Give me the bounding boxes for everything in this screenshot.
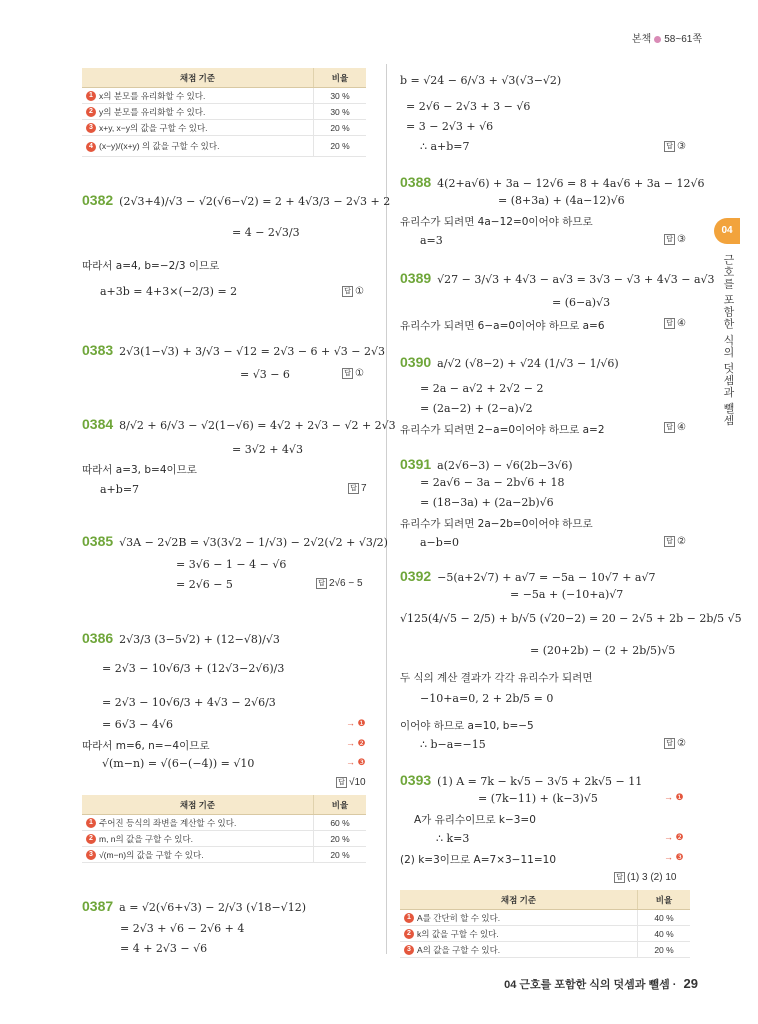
problem-0393-line2: = (7k−11) + (k−3)√5 [478,792,598,805]
answer-icon: 답 [664,141,675,152]
answer-icon: 답 [664,318,675,329]
table-row [82,88,366,104]
expr: (1) A = 7k − k√5 − 3√5 + 2k√5 − 11 [437,775,643,788]
expr: a = √2(√6+√3) − 2/√3 (√18−√12) [119,901,306,914]
problem-0388-line2: = (8+3a) + (4a−12)√6 [498,194,625,207]
expr: √27 − 3/√3 + 4√3 − a√3 = 3√3 − √3 + 4√3 − a√3 [437,273,715,286]
page-range-header [632,30,702,45]
chapter-tab[interactable]: 04 [714,218,740,244]
step-number-icon: 2 [86,107,96,117]
problem-number: 0388 [400,174,432,190]
problem-0392-line4: = (20+2b) − (2 + 2b/5)√5 [530,644,676,657]
problem-number: 0382 [82,192,114,208]
answer-icon: 답 [342,286,353,297]
answer-0385 [316,578,363,589]
problem-0389-line2: = (6−a)√3 [552,296,611,309]
table-row [82,847,366,863]
row-pct: 20 % [638,942,691,958]
answer-value: ③ [677,234,686,246]
problem-0384-line2: = 3√2 + 4√3 [232,443,303,456]
expr: a(2√6−3) − √6(2b−3√6) [437,459,573,472]
answer-value: ④ [677,318,686,330]
problem-0393-line4: ∴ k=3 [436,832,470,845]
table-row [82,831,366,847]
expr: 4(2+a√6) + 3a − 12√6 = 8 + 4a√6 + 3a − 12√6 [437,177,705,190]
problem-0382-line2: = 4 − 2√3/3 [232,226,300,239]
problem-0390-line4: 유리수가 되려면 2−a=0이어야 하므로 a=2 [400,424,605,436]
answer-0386 [336,777,366,788]
table-row [82,136,366,157]
answer-value: ① [355,368,364,380]
answer-icon: 답 [348,483,359,494]
grading-table-3 [400,890,690,958]
answer-value: ② [677,536,686,548]
row-pct: 20 % [314,847,367,863]
problem-0393-line1 [400,772,642,788]
problem-number: 0385 [82,533,114,549]
table-row [400,910,690,926]
row-text: A의 값을 구할 수 있다. [417,944,501,955]
problem-0385-line3: = 2√6 − 5 [176,578,233,591]
problem-0389-line1 [400,270,715,286]
step-number-icon: 3 [86,850,96,860]
problem-number: 0391 [400,456,432,472]
row-text: m, n의 값을 구할 수 있다. [99,833,194,844]
grading-table-2 [82,795,366,863]
problem-0390-line2: = 2a − a√2 + 2√2 − 2 [420,382,544,395]
row-text: x+y, x−y의 값을 구할 수 있다. [99,122,208,133]
expr: −5(a+2√7) + a√7 = −5a − 10√7 + a√7 [437,571,656,584]
problem-0383-line1 [82,342,385,358]
row-pct: 40 % [638,910,691,926]
answer-0392 [664,738,686,749]
answer-icon: 답 [664,738,675,749]
row-pct: 20 % [314,120,367,136]
problem-0386-line3: = 2√3 − 10√6/3 + 4√3 − 2√6/3 [102,696,276,709]
answer-icon: 답 [316,578,327,589]
page-number: 29 [683,976,698,991]
answer-icon: 답 [664,234,675,245]
answer-icon: 답 [614,872,625,883]
answer-value: 2√6 − 5 [329,578,363,590]
problem-0388-line1 [400,174,704,190]
problem-0385-line2: = 3√6 − 1 − 4 − √6 [176,558,287,571]
cont-line3: = 3 − 2√3 + √6 [406,120,494,133]
answer-0384 [348,483,367,494]
problem-0393-line5: (2) k=3이므로 A=7×3−11=10 [400,854,556,866]
problem-number: 0392 [400,568,432,584]
step-marker-3: → ❸ [664,852,684,862]
step-marker-2: → ❷ [346,738,366,748]
problem-0392-line1 [400,568,656,584]
step-marker-3: → ❸ [346,757,366,767]
step-number-icon: 1 [86,818,96,828]
problem-0384-line3: 따라서 a=3, b=4이므로 [82,464,197,476]
row-text: (x−y)/(x+y) 의 값을 구할 수 있다. [99,141,220,151]
answer-value: ① [355,286,364,298]
cont-line4: ∴ a+b=7 [420,140,470,153]
problem-number: 0389 [400,270,432,286]
cont-line2: = 2√6 − 2√3 + 3 − √6 [406,100,531,113]
step-number-icon: 1 [404,913,414,923]
header-pages: 58~61쪽 [664,34,702,45]
answer-icon: 답 [342,368,353,379]
problem-number: 0384 [82,416,114,432]
page-footer: 04 근호를 포함한 식의 덧셈과 뺄셈 · 29 [504,976,698,991]
answer-value: ③ [677,141,686,153]
row-text: 주어진 등식의 좌변을 계산할 수 있다. [99,817,237,828]
problem-0386-line4: = 6√3 − 4√6 [102,718,173,731]
answer-value: 7 [361,483,367,495]
answer-value: ④ [677,422,686,434]
problem-number: 0393 [400,772,432,788]
step-marker-1: → ❶ [346,718,366,728]
answer-icon: 답 [336,777,347,788]
problem-number: 0390 [400,354,432,370]
answer-icon: 답 [664,422,675,433]
problem-0382-line1 [82,192,390,208]
step-marker-1: → ❶ [664,792,684,802]
problem-0388-line3: 유리수가 되려면 4a−12=0이어야 하므로 [400,216,593,228]
problem-0389-line3: 유리수가 되려면 6−a=0이어야 하므로 a=6 [400,320,605,332]
problem-0382-line3: 따라서 a=4, b=−2/3 이므로 [82,260,220,272]
row-pct: 40 % [638,926,691,942]
step-number-icon: 2 [404,929,414,939]
row-text: k의 값을 구할 수 있다. [417,928,499,939]
answer-0383 [342,368,364,379]
problem-0390-line3: = (2a−2) + (2−a)√2 [420,402,533,415]
problem-0387-line2: = 2√3 + √6 − 2√6 + 4 [120,922,245,935]
row-text: y의 분모를 유리화할 수 있다. [99,106,206,117]
problem-0386-line6: √(m−n) = √(6−(−4)) = √10 [102,757,255,770]
problem-0391-line5: a−b=0 [420,536,460,549]
step-number-icon: 3 [86,123,96,133]
table-row [400,942,690,958]
answer-0388 [664,234,686,245]
problem-0392-line7: 이어야 하므로 a=10, b=−5 [400,720,534,732]
chapter-side-title: 근호를 포함한 식의 덧셈과 뺄셈 [722,254,734,427]
step-marker-2: → ❷ [664,832,684,842]
row-text: x의 분모를 유리화할 수 있다. [99,90,206,101]
problem-0390-line1 [400,354,619,370]
problem-0392-line8: ∴ b−a=−15 [420,738,486,751]
problem-0391-line1 [400,456,573,472]
table-pct-header: 비율 [638,890,691,910]
step-number-icon: 4 [86,142,96,152]
table-header: 채점 기준 [82,795,314,815]
expr: 2√3(1−√3) + 3/√3 − √12 = 2√3 − 6 + √3 − 2√3 [119,345,385,358]
row-pct: 30 % [314,88,367,104]
problem-0386-line2: = 2√3 − 10√6/3 + (12√3−2√6)/3 [102,662,285,675]
row-text: √(m−n)의 값을 구할 수 있다. [99,849,204,860]
expr: 8/√2 + 6/√3 − √2(1−√6) = 4√2 + 2√3 − √2 + 2√3 [119,419,396,432]
problem-number: 0386 [82,630,114,646]
expr: 2√3/3 (3−5√2) + (12−√8)/√3 [119,633,280,646]
problem-0387-line3: = 4 + 2√3 − √6 [120,942,208,955]
table-header: 채점 기준 [82,68,314,88]
row-pct: 60 % [314,815,367,831]
answer-icon: 답 [664,536,675,547]
table-pct-header: 비율 [314,68,367,88]
answer-value: √10 [349,777,366,789]
expr: (2√3+4)/√3 − √2(√6−√2) = 2 + 4√3/3 − 2√3 + 2 [119,195,391,208]
dot-icon [654,36,661,43]
problem-0382-line4: a+3b = 4+3×(−2/3) = 2 [100,285,238,298]
step-number-icon: 1 [86,91,96,101]
table-row [82,120,366,136]
row-text: A를 간단히 할 수 있다. [417,912,501,923]
problem-0385-line1 [82,533,388,549]
table-row [82,104,366,120]
answer-0382 [342,286,364,297]
answer-0393 [614,872,676,883]
expr: a/√2 (√8−2) + √24 (1/√3 − 1/√6) [437,357,619,370]
problem-0386-line5: 따라서 m=6, n=−4이므로 [82,740,210,752]
problem-0384-line4: a+b=7 [100,483,140,496]
table-pct-header: 비율 [314,795,367,815]
table-header: 채점 기준 [400,890,638,910]
problem-0392-line5: 두 식의 계산 결과가 각각 유리수가 되려면 [400,672,593,684]
footer-chapter: 04 근호를 포함한 식의 덧셈과 뺄셈 [504,979,670,991]
row-pct: 30 % [314,104,367,120]
answer-0389 [664,318,686,329]
row-pct: 20 % [314,831,367,847]
problem-0387-line1 [82,898,306,914]
cont-line1: b = √24 − 6/√3 + √3(√3−√2) [400,74,562,87]
problem-0392-line2: = −5a + (−10+a)√7 [510,588,624,601]
answer-value: (1) 3 (2) 10 [627,872,677,884]
problem-number: 0387 [82,898,114,914]
answer-0391 [664,536,686,547]
problem-0383-line2: = √3 − 6 [240,368,290,381]
header-label: 본책 [631,34,652,45]
problem-number: 0383 [82,342,114,358]
step-number-icon: 2 [86,834,96,844]
table-row [400,926,690,942]
table-row [82,815,366,831]
step-number-icon: 3 [404,945,414,955]
expr: √3A − 2√2B = √3(3√2 − 1/√3) − 2√2(√2 + √3/2) [119,536,388,549]
problem-0391-line3: = (18−3a) + (2a−2b)√6 [420,496,554,509]
problem-0384-line1 [82,416,396,432]
answer-cont [664,141,686,152]
problem-0393-line3: A가 유리수이므로 k−3=0 [414,814,536,826]
row-pct: 20 % [314,136,367,157]
grading-table-1 [82,68,366,157]
problem-0386-line1 [82,630,280,646]
problem-0391-line4: 유리수가 되려면 2a−2b=0이어야 하므로 [400,518,593,530]
answer-value: ② [677,738,686,750]
answer-0390 [664,422,686,433]
problem-0391-line2: = 2a√6 − 3a − 2b√6 + 18 [420,476,565,489]
problem-0392-line6: −10+a=0, 2 + 2b/5 = 0 [420,692,554,705]
problem-0388-line4: a=3 [420,234,443,247]
problem-0392-line3: √125(4/√5 − 2/5) + b/√5 (√20−2) = 20 − 2√5 + 2b − 2b/5 √5 [400,612,742,625]
